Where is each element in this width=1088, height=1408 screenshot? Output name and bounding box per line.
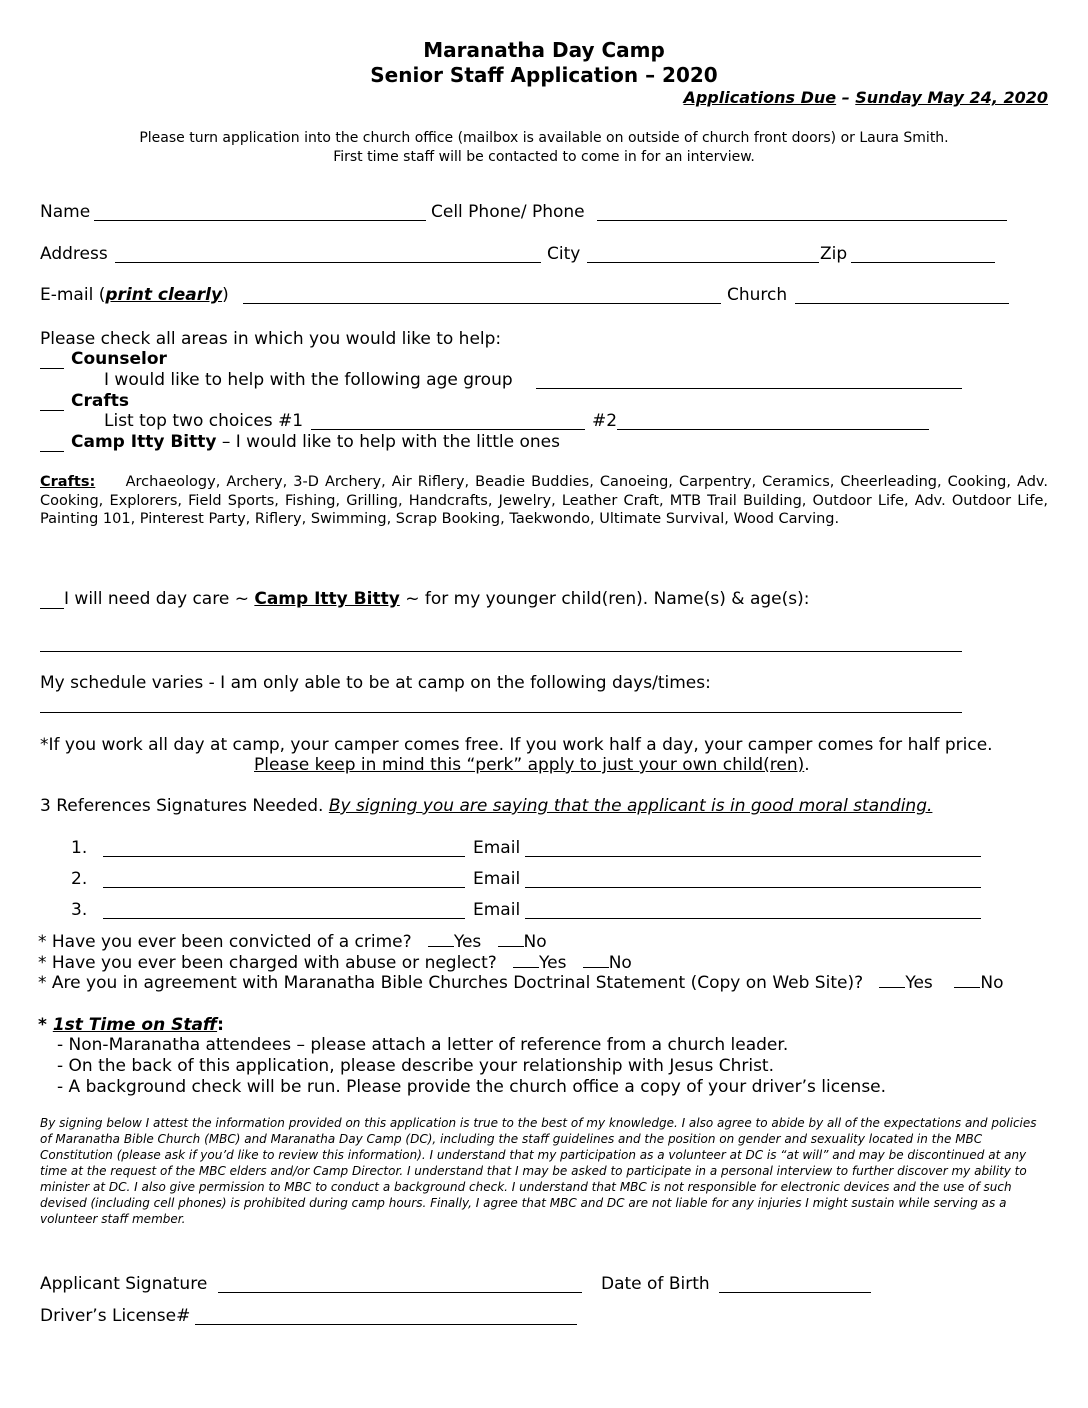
daycare-prefix: I will need day care ~	[64, 589, 255, 609]
address-field[interactable]	[115, 262, 541, 263]
instructions-line-1: Please turn application into the church office (mailbox is available on outside of church front doors) or Laura Smith.	[139, 130, 949, 146]
first-time-star: *	[38, 1015, 53, 1035]
crime-yes-checkbox[interactable]	[428, 932, 454, 947]
no-label: No	[523, 932, 547, 952]
crafts-checkbox[interactable]	[40, 410, 64, 411]
perk-note: Please keep in mind this “perk” apply to just your own child(ren)	[254, 755, 805, 775]
references-intro	[40, 796, 932, 816]
due-date: Sunday May 24, 2020	[855, 88, 1048, 107]
counselor-age-field[interactable]	[536, 388, 962, 389]
instructions-line-2: First time staff will be contacted to come in for an interview.	[333, 149, 755, 165]
first-time-heading	[38, 1015, 224, 1035]
zip-field[interactable]	[851, 262, 995, 263]
perk-line-2	[254, 755, 810, 775]
daycare-label	[64, 589, 809, 609]
question-doctrine	[38, 973, 1004, 993]
reference-number: 1.	[71, 838, 88, 858]
crafts-choice-1-label: List top two choices #1	[104, 411, 304, 431]
doctrine-yes-checkbox[interactable]	[879, 973, 905, 988]
city-field[interactable]	[587, 262, 819, 263]
areas-intro: Please check all areas in which you would like to help:	[40, 329, 502, 349]
legal-attestation: By signing below I attest the information provided on this application is true to the best of my knowledge. I also agree to abide by all of the expectations and policies of Maranatha Bible Church (MBC) and Maranatha Day Camp (DC), including the staff guidelines and the position on gender and sexuality located in the MBC Constitution (please ask if you’d like to review this information). I understand that my participation as a volunteer at DC is “at will” and may be discontinued at any time at the request of the MBC elders and/or Camp Director. I understand that I may be asked to participate in a personal interview to further discover my ability to minister at DC. I also give permission to MBC to conduct a background check. I understand that MBC is not responsible for electronic devices and the use of such devised (including cell phones) is prohibited during camp hours. Finally, I agree that MBC and DC are not liable for any injuries I might sustain while serving as a volunteer staff member.	[40, 1116, 1037, 1226]
itty-bitty-label: Camp Itty Bitty	[71, 432, 217, 452]
abuse-no-checkbox[interactable]	[583, 953, 609, 968]
abuse-yes-checkbox[interactable]	[513, 953, 539, 968]
applicant-signature-field[interactable]	[218, 1292, 582, 1293]
due-label: Applications Due	[683, 88, 837, 107]
first-time-item: - A background check will be run. Please provide the church office a copy of your driver’s license.	[57, 1077, 887, 1097]
question-text: * Have you ever been charged with abuse or neglect?	[38, 953, 497, 973]
form-title: Maranatha Day Camp	[423, 38, 665, 62]
perk-period: .	[804, 755, 810, 775]
itty-bitty-desc: – I would like to help with the little ones	[216, 432, 560, 452]
doctrine-no-checkbox[interactable]	[954, 973, 980, 988]
yes-label: Yes	[905, 973, 933, 993]
reference-number: 3.	[71, 900, 88, 920]
crime-no-checkbox[interactable]	[498, 932, 524, 947]
dob-field[interactable]	[719, 1292, 871, 1293]
crafts-choice-1-field[interactable]	[311, 429, 585, 430]
question-text: * Have you ever been convicted of a crime?	[38, 932, 412, 952]
reference-2-email-label: Email	[473, 869, 521, 889]
daycare-names-field[interactable]	[40, 651, 962, 652]
counselor-label: Counselor	[71, 349, 167, 369]
references-note: By signing you are saying that the applicant is in good moral standing.	[328, 796, 933, 816]
question-text: * Are you in agreement with Maranatha Bible Churches Doctrinal Statement (Copy on Web Site)?	[38, 973, 864, 993]
email-label	[40, 285, 229, 305]
zip-label: Zip	[820, 244, 848, 264]
daycare-itty-bitty: Camp Itty Bitty	[254, 589, 400, 609]
no-label: No	[980, 973, 1004, 993]
counselor-checkbox[interactable]	[40, 368, 64, 369]
reference-3-signature-field[interactable]	[103, 918, 465, 919]
form-subtitle: Senior Staff Application – 2020	[370, 63, 718, 87]
first-time-colon: :	[217, 1015, 224, 1035]
reference-3-email-field[interactable]	[525, 918, 981, 919]
first-time-item: - On the back of this application, please describe your relationship with Jesus Christ.	[57, 1056, 775, 1076]
name-label: Name	[40, 202, 91, 222]
no-label: No	[608, 953, 632, 973]
daycare-suffix: ~ for my younger child(ren). Name(s) & age(s):	[399, 589, 810, 609]
reference-2-email-field[interactable]	[525, 887, 981, 888]
reference-3-email-label: Email	[473, 900, 521, 920]
question-abuse	[38, 953, 632, 973]
city-label: City	[547, 244, 581, 264]
due-separator: –	[836, 88, 856, 107]
print-clearly-note: print clearly	[105, 285, 223, 305]
email-label-suffix: )	[222, 285, 229, 305]
perk-line-1: *If you work all day at camp, your camper comes free. If you work half a day, your camper comes for half price.	[40, 735, 993, 755]
church-field[interactable]	[795, 303, 1009, 304]
first-time-item: - Non-Maranatha attendees – please attach a letter of reference from a church leader.	[57, 1035, 789, 1055]
crafts-list-heading: Crafts:	[40, 474, 96, 490]
reference-number: 2.	[71, 869, 88, 889]
reference-1-signature-field[interactable]	[103, 856, 465, 857]
crafts-choice-2-field[interactable]	[617, 429, 929, 430]
daycare-checkbox[interactable]	[40, 608, 64, 609]
itty-bitty-option	[71, 432, 560, 452]
crafts-label: Crafts	[71, 391, 129, 411]
yes-label: Yes	[453, 932, 482, 952]
address-label: Address	[40, 244, 108, 264]
counselor-age-label: I would like to help with the following age group	[104, 370, 513, 390]
question-crime	[38, 932, 547, 952]
phone-field[interactable]	[597, 220, 1007, 221]
church-label: Church	[727, 285, 788, 305]
schedule-field[interactable]	[40, 712, 962, 713]
schedule-label: My schedule varies - I am only able to be at camp on the following days/times:	[40, 673, 711, 693]
license-label: Driver’s License#	[40, 1306, 191, 1326]
crafts-list-text: Archaeology, Archery, 3-D Archery, Air Riflery, Beadie Buddies, Canoeing, Carpentry, Ceramics, Cheerleading, Cooking, Adv. Cooking, Explorers, Field Sports, Fishing, Grilling, Handcrafts, Jewelry, Leather Craft, MTB Trail Building, Outdoor Life, Adv. Outdoor Life, Painting 101, Pinterest Party, Riflery, Swimming, Scrap Booking, Taekwondo, Ultimate Survival, Wood Carving.	[40, 474, 1048, 527]
dob-label: Date of Birth	[601, 1274, 710, 1294]
crafts-list	[40, 473, 1048, 529]
itty-bitty-checkbox[interactable]	[40, 451, 64, 452]
reference-1-email-label: Email	[473, 838, 521, 858]
first-time-title: 1st Time on Staff	[52, 1015, 218, 1035]
reference-1-email-field[interactable]	[525, 856, 981, 857]
applicant-signature-label: Applicant Signature	[40, 1274, 208, 1294]
reference-2-signature-field[interactable]	[103, 887, 465, 888]
email-field[interactable]	[243, 303, 721, 304]
references-label: 3 References Signatures Needed.	[40, 796, 329, 816]
name-field[interactable]	[94, 220, 426, 221]
phone-label: Cell Phone/ Phone	[431, 202, 585, 222]
email-label-prefix: E-mail (	[40, 285, 106, 305]
applications-due	[683, 88, 1048, 107]
yes-label: Yes	[539, 953, 567, 973]
license-field[interactable]	[195, 1324, 577, 1325]
crafts-choice-2-label: #2	[592, 411, 618, 431]
